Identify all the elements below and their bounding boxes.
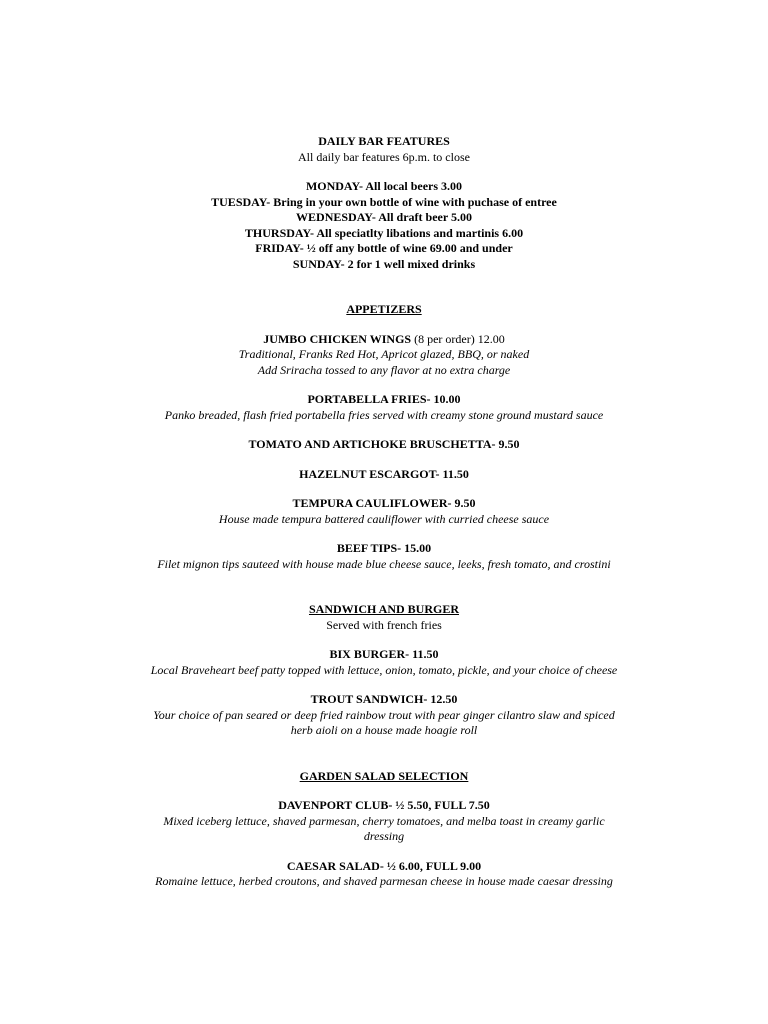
menu-item-tempura-cauliflower: TEMPURA CAULIFLOWER- 9.50 xyxy=(292,496,476,510)
sandwich-heading: SANDWICH AND BURGER xyxy=(308,602,460,616)
item-name: JUMBO CHICKEN WINGS xyxy=(263,331,412,346)
menu-item-bruschetta: TOMATO AND ARTICHOKE BRUSCHETTA- 9.50 xyxy=(248,437,520,451)
item-description: Local Braveheart beef patty topped with lettuce, onion, tomato, pickle, and your choice of cheese xyxy=(150,662,618,677)
salad-heading: GARDEN SALAD SELECTION xyxy=(299,768,469,783)
menu-item-caesar-salad: CAESAR SALAD- ½ 6.00, FULL 9.00 xyxy=(286,858,482,873)
menu-item-chicken-wings xyxy=(0,332,768,348)
item-description: Panko breaded, flash fried portabella fries served with creamy stone ground mustard sauce xyxy=(164,407,604,422)
sandwich-subtitle: Served with french fries xyxy=(326,617,442,632)
menu-item-trout-sandwich: TROUT SANDWICH- 12.50 xyxy=(310,692,458,706)
sandwich-burger-section xyxy=(0,602,768,739)
bar-feature-monday: MONDAY- All local beers 3.00 xyxy=(305,179,463,193)
appetizers-heading: APPETIZERS xyxy=(346,302,422,316)
item-description: Your choice of pan seared or deep fried rainbow trout with pear ginger cilantro slaw and spiced xyxy=(153,707,615,722)
bar-feature-wednesday: WEDNESDAY- All draft beer 5.00 xyxy=(296,210,472,224)
item-description: House made tempura battered cauliflower with curried cheese sauce xyxy=(218,511,550,526)
item-description: Add Sriracha tossed to any flavor at no extra charge xyxy=(257,362,511,377)
garden-salad-section xyxy=(0,769,768,890)
item-description: Filet mignon tips sauteed with house made blue cheese sauce, leeks, fresh tomato, and crostini xyxy=(157,556,611,571)
bar-features-subtitle: All daily bar features 6p.m. to close xyxy=(298,149,470,164)
menu-item-davenport-club: DAVENPORT CLUB- ½ 5.50, FULL 7.50 xyxy=(278,798,490,812)
bar-feature-thursday: THURSDAY- All speciatlty libations and martinis 6.00 xyxy=(244,225,524,240)
item-description: herb aioli on a house made hoagie roll xyxy=(290,723,478,737)
menu-item-portabella-fries: PORTABELLA FRIES- 10.00 xyxy=(307,392,461,406)
bar-feature-friday: FRIDAY- ½ off any bottle of wine 69.00 and under xyxy=(255,241,513,255)
menu-item-bix-burger: BIX BURGER- 11.50 xyxy=(329,647,439,661)
daily-bar-features-section xyxy=(0,134,768,272)
item-description: Romaine lettuce, herbed croutons, and shaved parmesan cheese in house made caesar dressing xyxy=(155,874,613,888)
bar-feature-sunday: SUNDAY- 2 for 1 well mixed drinks xyxy=(292,256,476,271)
bar-features-title: DAILY BAR FEATURES xyxy=(318,134,450,148)
item-description: Traditional, Franks Red Hot, Apricot glazed, BBQ, or naked xyxy=(238,347,530,361)
item-description: dressing xyxy=(363,829,405,843)
menu-item-beef-tips: BEEF TIPS- 15.00 xyxy=(336,541,432,555)
appetizers-section xyxy=(0,302,768,572)
item-description: Mixed iceberg lettuce, shaved parmesan, cherry tomatoes, and melba toast in creamy garlic xyxy=(163,813,605,828)
menu-item-escargot: HAZELNUT ESCARGOT- 11.50 xyxy=(299,466,469,481)
item-detail: (8 per order) 12.00 xyxy=(411,331,505,346)
bar-feature-tuesday: TUESDAY- Bring in your own bottle of wine with puchase of entree xyxy=(211,194,557,209)
